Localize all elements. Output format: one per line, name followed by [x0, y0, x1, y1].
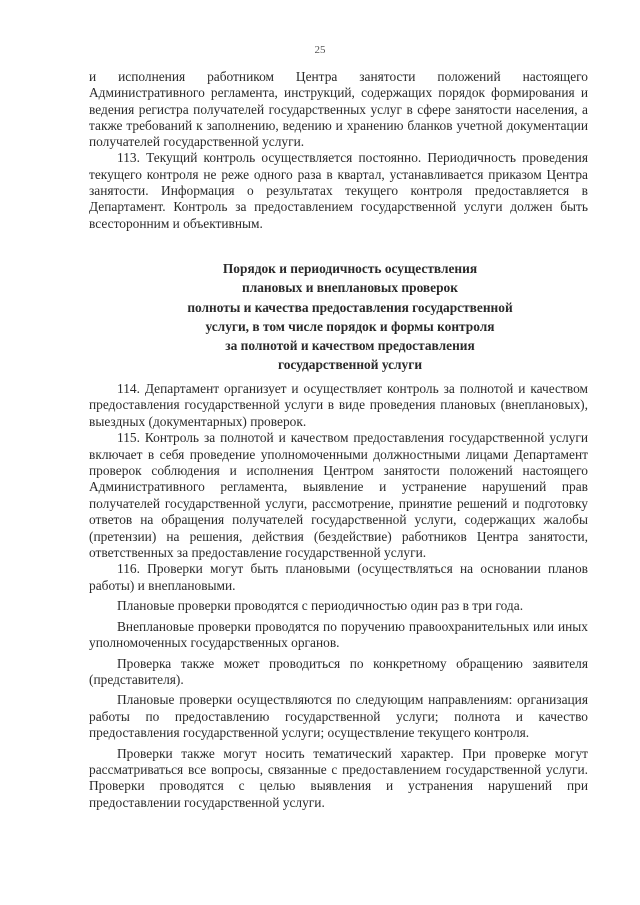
paragraph-check-directions: Плановые проверки осуществляются по следующим направлениям: организация работы по предоставлению государственной услуги; полнота и качество предоставления государственной услуги; осуществление текущего контроля. — [89, 692, 588, 741]
upper-text-block — [89, 69, 588, 232]
intro-paragraph: и исполнения работником Центра занятости положений настоящего Административного регламента, инструкций, содержащих порядок формирования и ведения регистра получателей государственных услуг в сфере занятости населения, а также требований к заполнению, ведению и хранению бланков учетной документации получателей государственной услуги. — [89, 69, 588, 150]
paragraph-115: 115. Контроль за полнотой и качеством предоставления государственной услуги включает в себя проведение уполномоченными должностными лицами Департамент проверок соблюдения и исполнения Центром занятости положений настоящего Административного регламента, выявление и устранение нарушений прав получателей государственной услуги, рассмотрение, принятие решений и подготовку ответов на обращения получателей государственной услуги, содержащих жалобы (претензии) на решения, действия (бездействие) работников Центра занятости, ответственных за предоставление государственной услуги. — [89, 430, 588, 561]
section-heading — [130, 259, 570, 375]
paragraph-113: 113. Текущий контроль осуществляется постоянно. Периодичность проведения текущего контроля не реже одного раза в квартал, устанавливается приказом Центра занятости. Информация о результатах текущего контроля предоставляется в Департамент. Контроль за предоставлением государственной услуги должен быть всесторонним и объективным. — [89, 150, 588, 231]
heading-line-1: Порядок и периодичность осуществления — [222, 261, 478, 276]
paragraph-thematic-checks: Проверки также могут носить тематический характер. При проверке могут рассматриваться все вопросы, связанные с предоставлением государственной услуги. Проверки проводятся с целью выявления и устранения нарушений при предоставлении государственной услуги. — [89, 745, 588, 810]
paragraph-applicant-check: Проверка также может проводиться по конкретному обращению заявителя (представителя). — [89, 655, 588, 687]
paragraph-116: 116. Проверки могут быть плановыми (осуществляться на основании планов работы) и внеплановыми. — [89, 561, 588, 593]
lower-text-block — [89, 381, 588, 811]
heading-line-6: государственной услуги — [277, 357, 423, 373]
paragraph-114: 114. Департамент организует и осуществляет контроль за полнотой и качеством предоставления государственной услуги в виде проведения плановых (внеплановых), выездных (документарных) проверок. — [89, 381, 588, 429]
paragraph-unplanned-checks: Внеплановые проверки проводятся по поручению правоохранительных или иных уполномоченных государственных органов. — [89, 618, 588, 651]
paragraph-planned-checks: Плановые проверки проводятся с периодичностью один раз в три года. — [117, 598, 524, 614]
heading-line-2: плановых и внеплановых проверок — [242, 280, 458, 296]
heading-line-5: за полнотой и качеством предоставления — [225, 338, 475, 354]
page-number: 25 — [314, 44, 326, 56]
heading-line-4: услуги, в том числе порядок и формы контроля — [205, 318, 495, 334]
heading-line-3: полноты и качества предоставления государственной — [187, 299, 513, 315]
